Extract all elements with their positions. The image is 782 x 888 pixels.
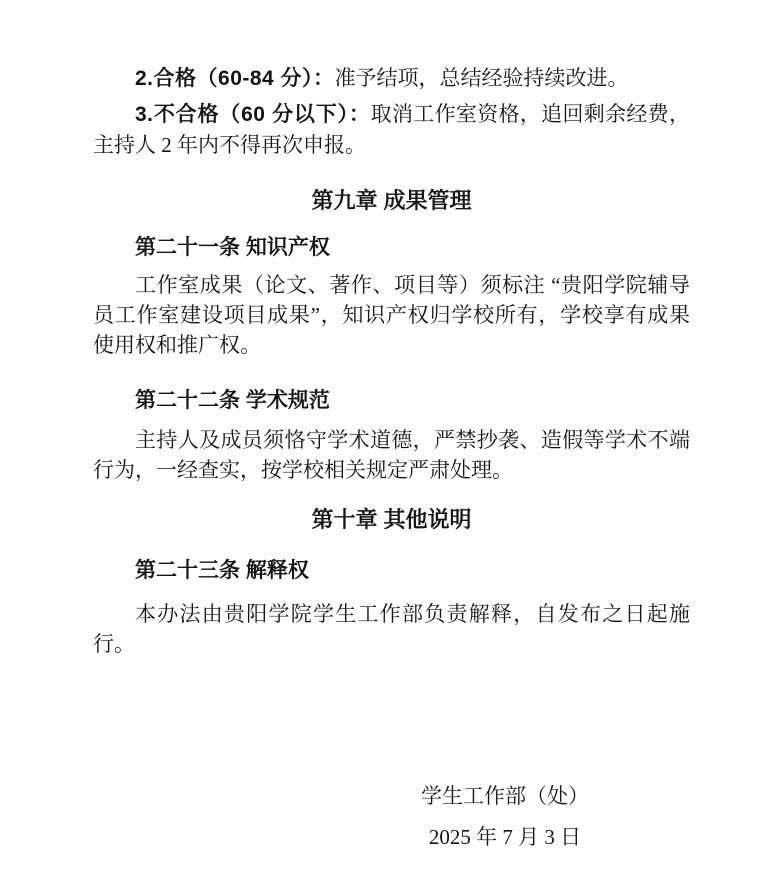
article-22-body: 主持人及成员须恪守学术道德，严禁抄袭、造假等学术不端行为，一经查实，按学校相关规定严肃处理。 xyxy=(93,428,690,482)
signature-date: 2025 年 7 月 3 日 xyxy=(428,825,582,849)
chapter-10-heading: 第十章 其他说明 xyxy=(311,507,472,532)
grade-fail-lead: 3.不合格（60 分以下）： xyxy=(135,103,371,126)
paragraph-grade-fail xyxy=(93,99,690,160)
article-21-body: 工作室成果（论文、著作、项目等）须标注 “贵阳学院辅导员工作室建设项目成果”，知识产权归学校所有，学校享有成果使用权和推广权。 xyxy=(93,273,690,357)
article-23-body: 本办法由贵阳学院学生工作部负责解释，自发布之日起施行。 xyxy=(93,602,690,656)
article-22-heading: 第二十二条 学术规范 xyxy=(135,389,330,412)
signature-block xyxy=(320,781,690,852)
grade-pass-lead: 2.合格（60-84 分）： xyxy=(135,67,335,90)
paragraph-grade-pass xyxy=(93,63,690,94)
chapter-9-heading: 第九章 成果管理 xyxy=(311,188,472,213)
article-21-heading: 第二十一条 知识产权 xyxy=(135,236,330,259)
grade-fail-text: 取消工作室资格，追回剩余经费，主持人 2 年内不得再次申报。 xyxy=(93,102,690,157)
grade-pass-text: 准予结项，总结经验持续改进。 xyxy=(334,66,629,90)
article-23-heading: 第二十三条 解释权 xyxy=(135,559,309,582)
signature-department: 学生工作部（处） xyxy=(421,784,589,808)
